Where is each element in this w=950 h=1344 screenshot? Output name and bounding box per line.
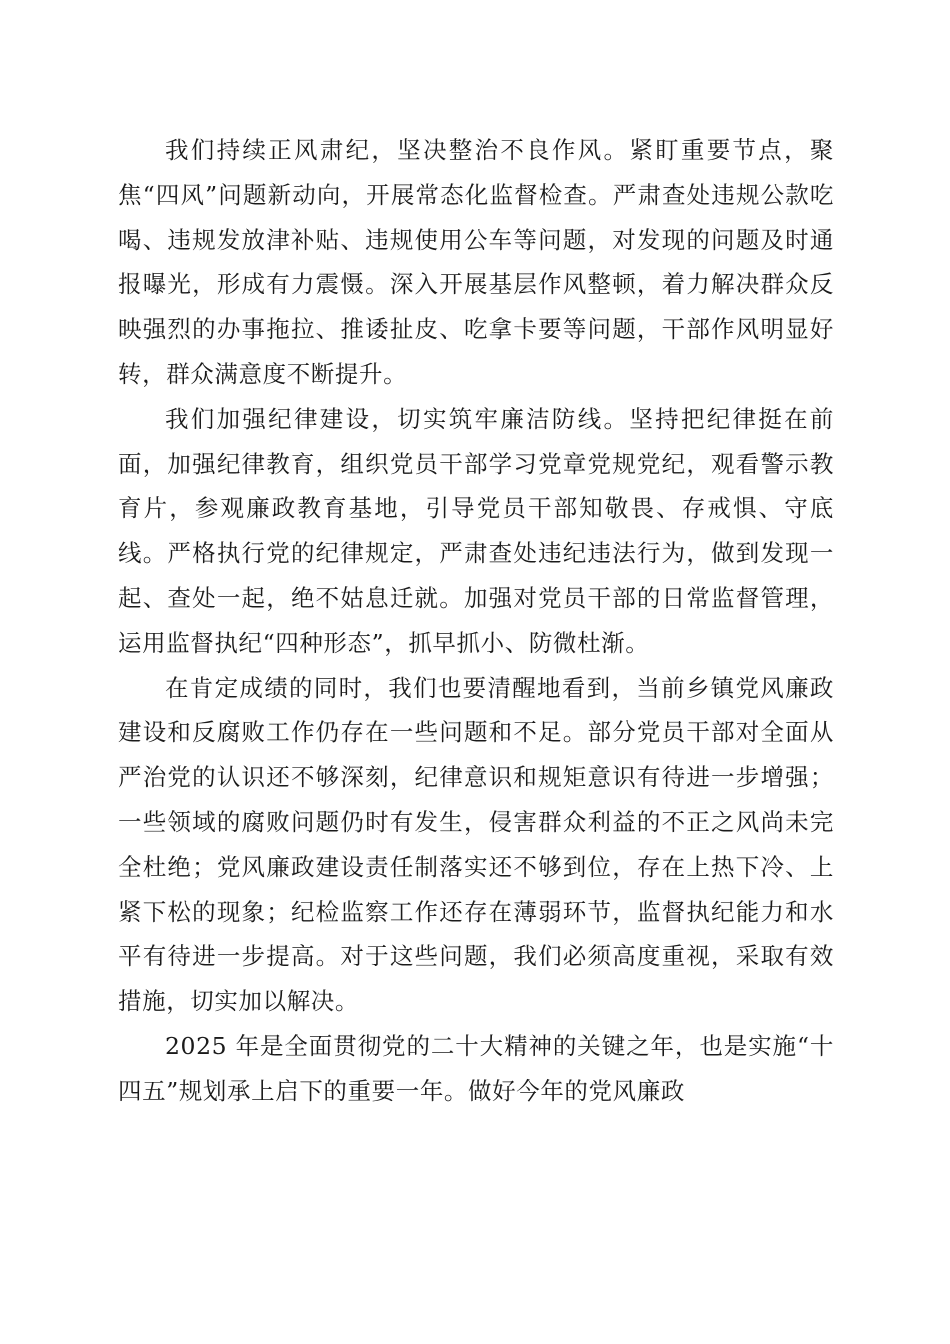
paragraph-style-rectification: 我们持续正风肃纪，坚决整治不良作风。紧盯重要节点，聚焦“四风”问题新动向，开展常态化监督检查。严肃查处违规公款吃喝、违规发放津补贴、违规使用公车等问题，对发现的问题及时通报曝光，形成有力震慑。深入开展基层作风整顿，着力解决群众反映强烈的办事拖拉、推诿扯皮、吃拿卡要等问题，干部作风明显好转，群众满意度不断提升。 (118, 136, 834, 388)
paragraph-problems-shortcomings: 在肯定成绩的同时，我们也要清醒地看到，当前乡镇党风廉政建设和反腐败工作仍存在一些问题和不足。部分党员干部对全面从严治党的认识还不够深刻，纪律意识和规矩意识有待进一步增强；一些领域的腐败问题仍时有发生，侵害群众利益的不正之风尚未完全杜绝；党风廉政建设责任制落实还不够到位，存在上热下冷、上紧下松的现象；纪检监察工作还存在薄弱环节，监督执纪能力和水平有待进一步提高。对于这些问题，我们必须高度重视，采取有效措施，切实加以解决。 (118, 673, 834, 1016)
paragraph-2025-outlook: 2025 年是全面贯彻党的二十大精神的关键之年，也是实施“十四五”规划承上启下的重要一年。做好今年的党风廉政 (118, 1031, 834, 1105)
paragraph-discipline-building: 我们加强纪律建设，切实筑牢廉洁防线。坚持把纪律挺在前面，加强纪律教育，组织党员干部学习党章党规党纪，观看警示教育片，参观廉政教育基地，引导党员干部知敬畏、存戒惧、守底线。严格执行党的纪律规定，严肃查处违纪违法行为，做到发现一起、查处一起，绝不姑息迁就。加强对党员干部的日常监督管理，运用监督执纪“四种形态”，抓早抓小、防微杜渐。 (118, 404, 834, 657)
document-body (118, 128, 834, 1114)
